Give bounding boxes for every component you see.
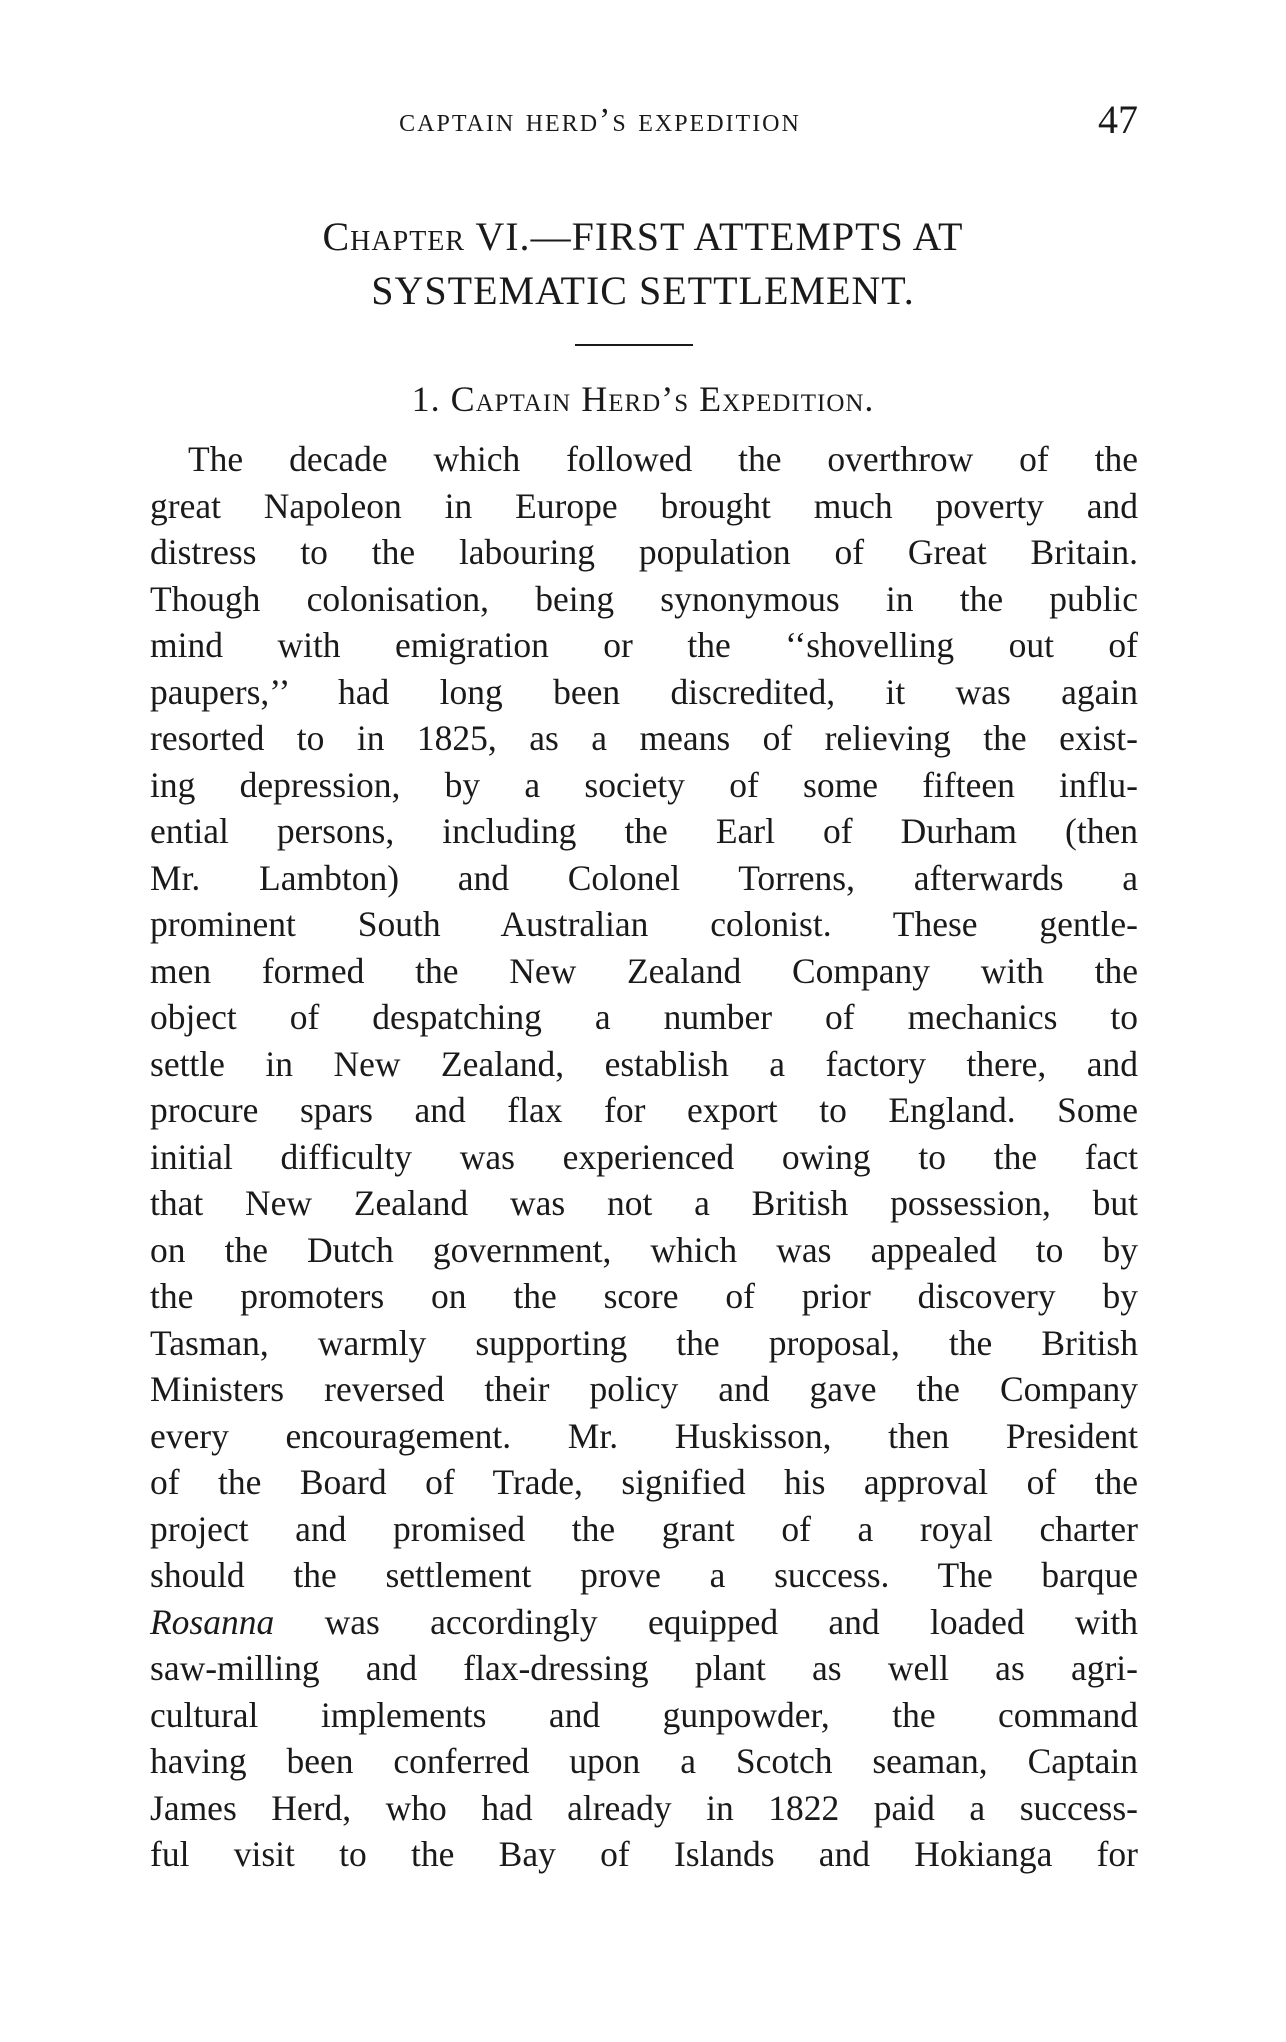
section-title: Captain Herd’s Expedition.: [450, 379, 875, 419]
text-line: paupers,’’ had long been discredited, it was again: [150, 671, 1138, 712]
text-line: Tasman, warmly supporting the proposal, the British: [150, 1322, 1138, 1363]
text-line: prominent South Australian colonist. These gentle-: [150, 904, 1138, 944]
text-line: of the Board of Trade, signified his approval of the: [150, 1462, 1138, 1502]
text-line: great Napoleon in Europe brought much poverty and: [150, 485, 1138, 526]
text-line: settle in New Zealand, establish a factory there, and: [150, 1043, 1138, 1084]
text-line: men formed the New Zealand Company with the: [150, 950, 1138, 991]
ship-line-rest: was accordingly equipped and loaded with: [324, 1601, 1138, 1642]
text-line: the promoters on the score of prior discovery by: [150, 1276, 1138, 1316]
text-line: ing depression, by a society of some fifteen influ-: [150, 764, 1138, 805]
text-line: Though colonisation, being synonymous in the public: [150, 578, 1138, 619]
section-number: 1.: [411, 379, 441, 419]
text-line: every encouragement. Mr. Huskisson, then President: [150, 1415, 1138, 1456]
ship-name: Rosanna: [150, 1601, 275, 1642]
running-head: captain herd’s expedition: [399, 102, 801, 139]
chapter-title-line-1: [150, 210, 1136, 264]
section-divider-rule: [575, 344, 693, 346]
text-line: distress to the labouring population of Great Britain.: [150, 532, 1138, 572]
text-line: mind with emigration or the ‘‘shovelling out of: [150, 625, 1138, 665]
text-line: ential persons, including the Earl of Durham (then: [150, 811, 1138, 851]
text-line: James Herd, who had already in 1822 paid a success-: [150, 1787, 1138, 1828]
section-heading: [150, 378, 1136, 420]
text-line: that New Zealand was not a British possession, but: [150, 1183, 1138, 1223]
page-number: 47: [1098, 97, 1138, 142]
text-line: on the Dutch government, which was appealed to by: [150, 1229, 1138, 1270]
text-line: having been conferred upon a Scotch seaman, Captain: [150, 1741, 1138, 1781]
text-line: The decade which followed the overthrow of the: [188, 439, 1138, 479]
text-line-ship: [150, 1599, 1138, 1646]
chapter-title: [150, 210, 1136, 318]
text-line: project and promised the grant of a royal charter: [150, 1508, 1138, 1549]
text-line: Mr. Lambton) and Colonel Torrens, afterwards a: [150, 857, 1138, 898]
text-line: resorted to in 1825, as a means of relieving the exist-: [150, 718, 1138, 758]
chapter-title-line-2: SYSTEMATIC SETTLEMENT.: [371, 268, 915, 313]
chapter-title-text: —FIRST ATTEMPTS AT: [530, 214, 964, 259]
body-paragraph: [150, 436, 1138, 1878]
text-line: cultural implements and gunpowder, the command: [150, 1694, 1138, 1735]
chapter-label: Chapter VI.: [322, 214, 531, 259]
text-line: procure spars and flax for export to England. Some: [150, 1090, 1138, 1130]
text-line: object of despatching a number of mechanics to: [150, 997, 1138, 1037]
text-line: saw-milling and flax-dressing plant as well as agri-: [150, 1648, 1138, 1688]
text-line: initial difficulty was experienced owing to the fact: [150, 1136, 1138, 1177]
text-line: Ministers reversed their policy and gave the Company: [150, 1369, 1138, 1409]
text-line: ful visit to the Bay of Islands and Hokianga for: [150, 1834, 1138, 1874]
text-line: should the settlement prove a success. The barque: [150, 1555, 1138, 1595]
